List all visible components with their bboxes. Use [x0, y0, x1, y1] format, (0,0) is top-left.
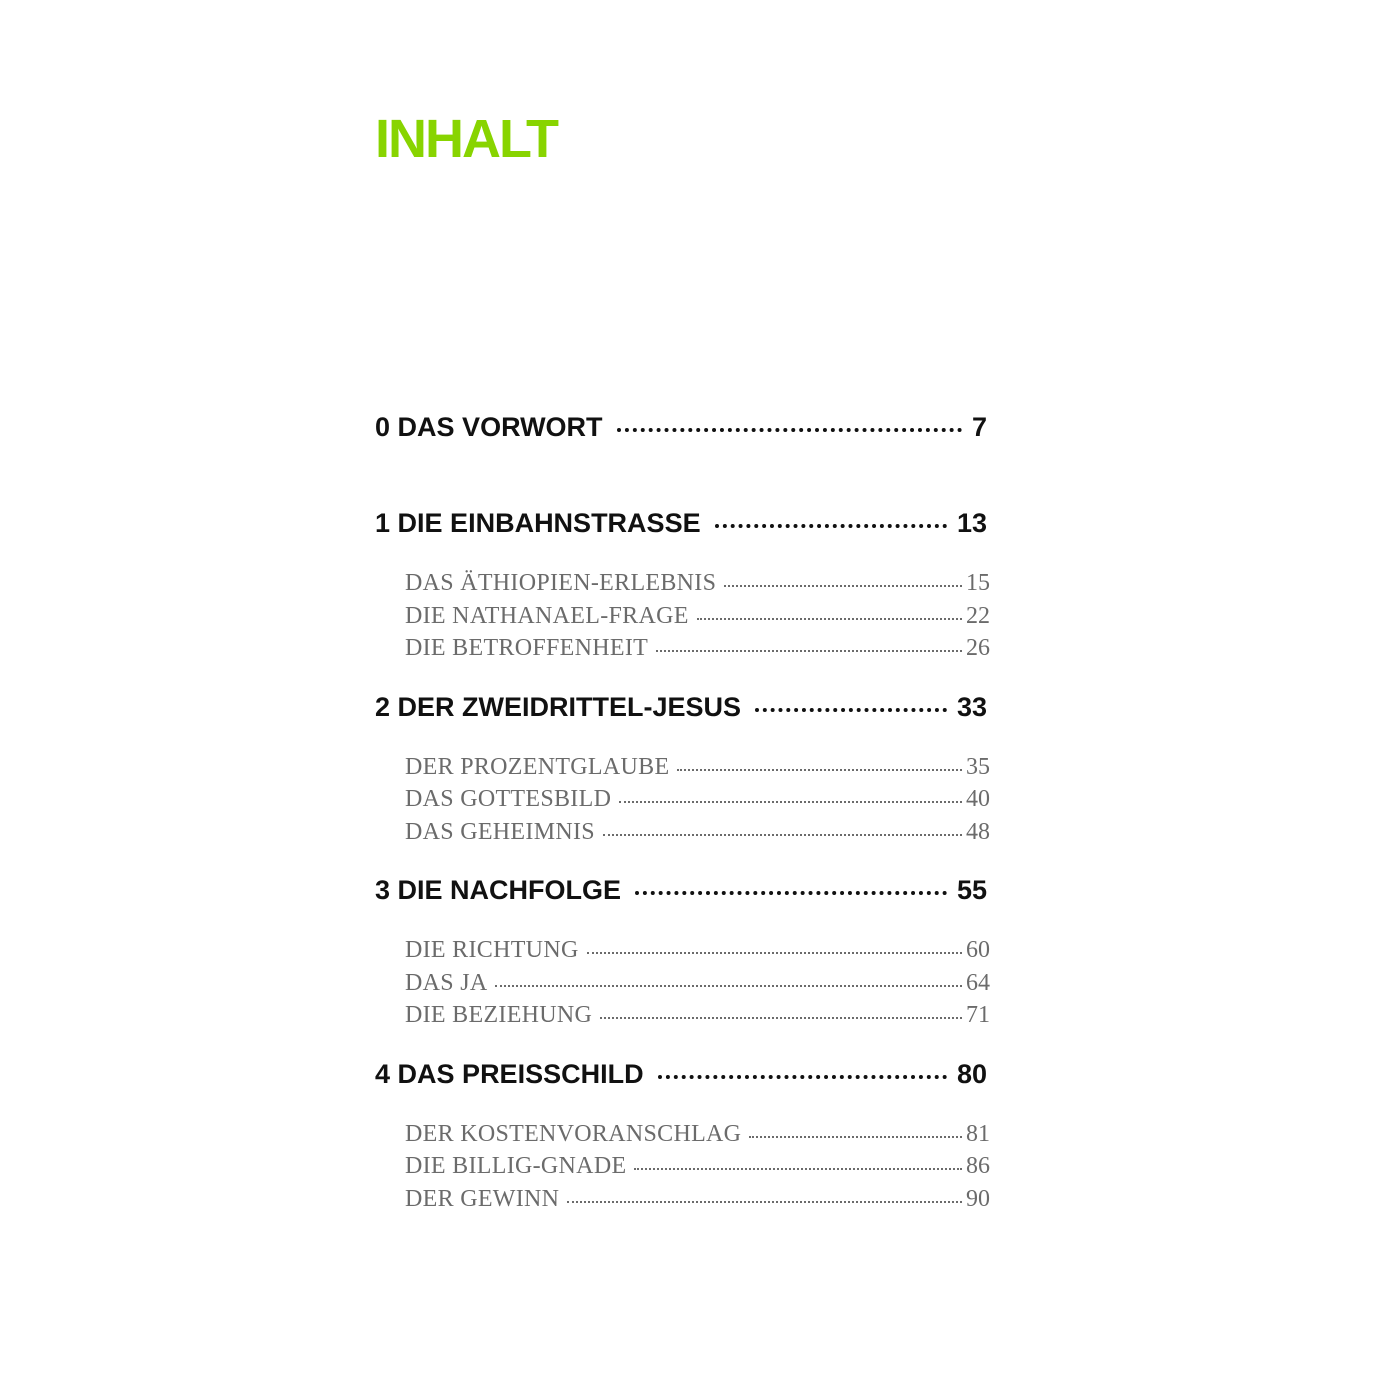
section-page-number: 86: [966, 1153, 990, 1179]
page-title: INHALT: [375, 109, 557, 169]
toc-section: [405, 1183, 990, 1216]
chapter-title: DAS VORWORT: [397, 412, 603, 442]
toc-section: [405, 999, 990, 1032]
table-of-contents: [375, 405, 990, 1215]
toc-section: [405, 1118, 990, 1151]
dot-leader: [567, 1201, 962, 1203]
dot-leader: [634, 1168, 962, 1170]
section-title: DIE BETROFFENHEIT: [405, 635, 649, 661]
dot-leader: [617, 428, 962, 432]
toc-chapter: [375, 685, 987, 729]
section-page-number: 64: [966, 969, 990, 996]
chapter-number: 2: [375, 691, 391, 722]
section-page-number: 40: [966, 786, 990, 812]
toc-chapter: [375, 405, 987, 449]
section-page-number: 60: [966, 937, 990, 963]
chapter-number: 4: [375, 1058, 391, 1089]
dot-leader: [600, 1017, 962, 1019]
section-page-number: 22: [966, 602, 990, 629]
chapter-page-number: 55: [956, 875, 987, 905]
section-page-number: 90: [966, 1185, 990, 1212]
chapter-page-number: 7: [971, 412, 987, 442]
toc-section: [405, 600, 990, 633]
chapter-page-number: 33: [956, 691, 987, 722]
section-page-number: 26: [966, 635, 990, 661]
chapter-title: DIE NACHFOLGE: [397, 875, 622, 905]
toc-chapter: [375, 868, 987, 912]
toc-chapter: [375, 501, 987, 545]
section-page-number: 15: [966, 570, 990, 596]
section-title: DER KOSTENVORANSCHLAG: [405, 1120, 742, 1147]
toc-section: [405, 632, 990, 665]
dot-leader: [587, 952, 962, 954]
toc-chapter: [375, 1052, 987, 1096]
dot-leader: [495, 985, 962, 987]
chapter-number: 0: [375, 412, 391, 442]
chapter-page-number: 13: [956, 508, 987, 538]
section-title: DIE RICHTUNG: [405, 937, 579, 963]
section-title: DAS GEHEIMNIS: [405, 818, 595, 845]
dot-leader: [658, 1075, 947, 1079]
chapter-title: DER ZWEIDRITTEL-JESUS: [397, 691, 742, 722]
dot-leader: [603, 834, 962, 836]
section-page-number: 81: [966, 1120, 990, 1147]
section-title: DER GEWINN: [405, 1185, 560, 1212]
toc-section: [405, 816, 990, 849]
dot-leader: [724, 585, 962, 587]
chapter-number: 1: [375, 508, 391, 538]
chapter-title: DAS PREISSCHILD: [397, 1058, 644, 1089]
section-title: DAS ÄTHIOPIEN-ERLEBNIS: [405, 570, 717, 596]
dot-leader: [755, 708, 947, 712]
section-page-number: 48: [966, 818, 990, 845]
chapter-title: DIE EINBAHNSTRASSE: [397, 508, 701, 538]
dot-leader: [715, 524, 947, 528]
section-title: DIE NATHANAEL-FRAGE: [405, 602, 689, 629]
section-title: DAS GOTTESBILD: [405, 786, 612, 812]
toc-section: [405, 1150, 990, 1183]
dot-leader: [619, 801, 962, 803]
chapter-page-number: 80: [956, 1058, 987, 1089]
toc-section: [405, 783, 990, 816]
dot-leader: [656, 650, 962, 652]
toc-section: [405, 567, 990, 600]
dot-leader: [635, 891, 947, 895]
section-title: DIE BEZIEHUNG: [405, 1002, 593, 1028]
section-title: DAS JA: [405, 969, 488, 996]
dot-leader: [677, 769, 962, 771]
chapter-number: 3: [375, 875, 391, 905]
section-title: DIE BILLIG-GNADE: [405, 1153, 627, 1179]
dot-leader: [749, 1136, 962, 1138]
section-page-number: 35: [966, 753, 990, 780]
toc-section: [405, 934, 990, 967]
toc-section: [405, 967, 990, 1000]
dot-leader: [697, 618, 962, 620]
section-title: DER PROZENTGLAUBE: [405, 753, 670, 780]
section-page-number: 71: [966, 1002, 990, 1028]
toc-section: [405, 751, 990, 784]
